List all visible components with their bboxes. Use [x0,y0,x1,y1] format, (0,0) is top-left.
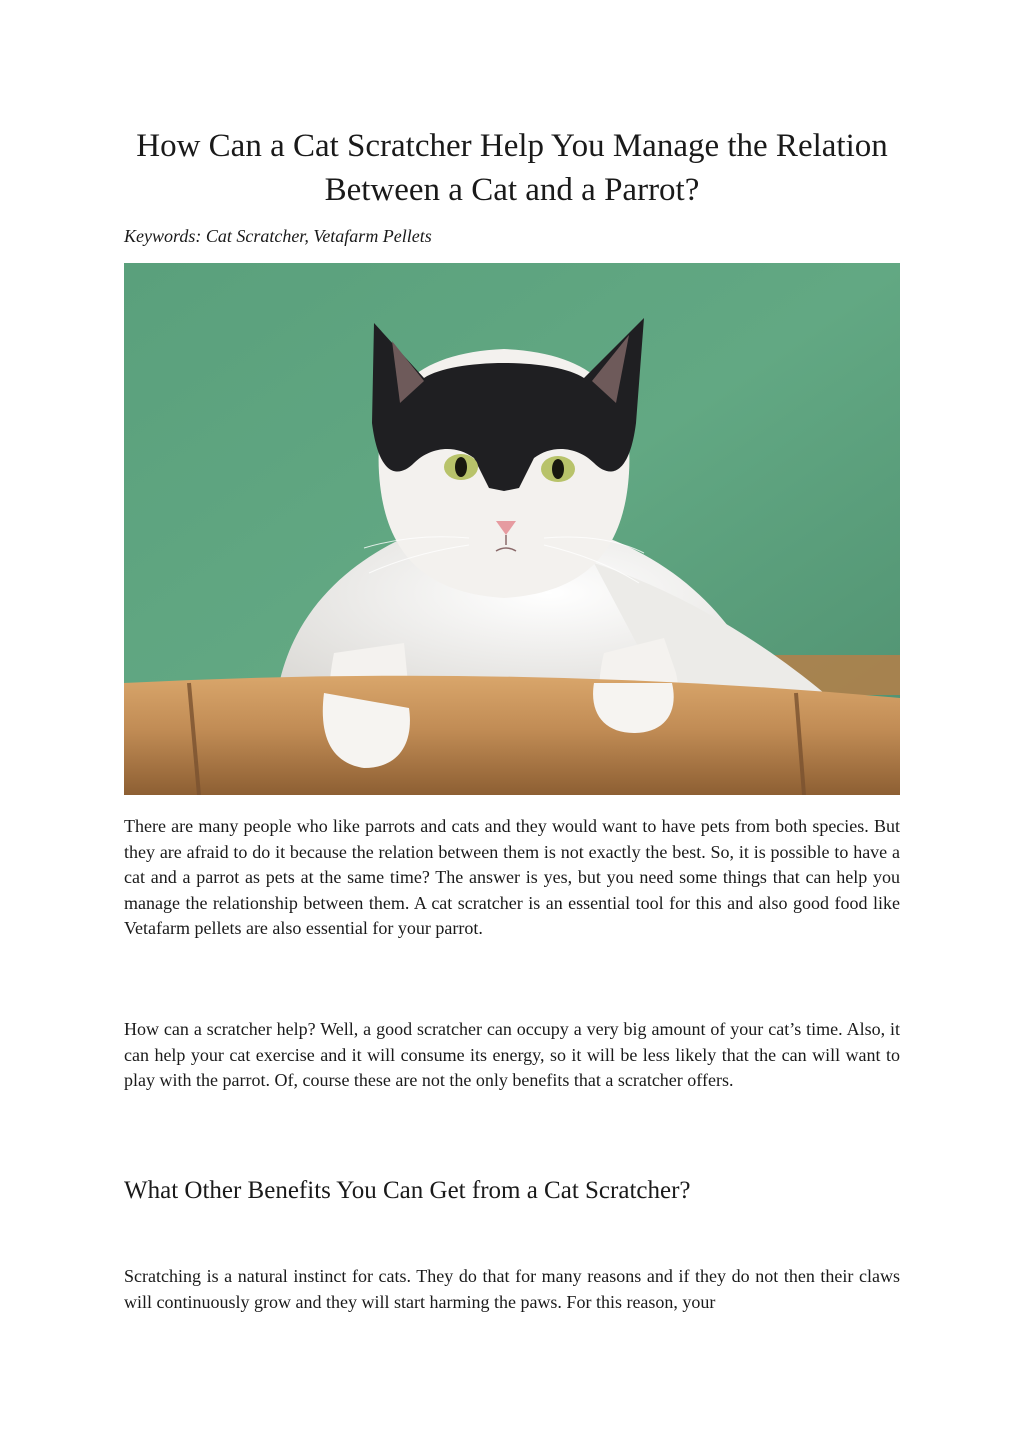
section-heading: What Other Benefits You Can Get from a Cat Scratcher? [124,1177,691,1204]
keywords-line: Keywords: Cat Scratcher, Vetafarm Pellets [124,226,432,246]
paragraph-1: There are many people who like parrots and cats and they would want to have pets from both species. But they are afraid to do it because the relation between them is not exactly the best. So, it is possible to have a cat and a parrot as pets at the same time? The answer is yes, but you need some things that can help you manage the relationship between them. A cat scratcher is an essential tool for this and also good food like Vetafarm pellets are also essential for your parrot. [124,816,900,938]
bamboo-log [124,676,900,795]
cat-photo [124,263,900,795]
paragraph-3: Scratching is a natural instinct for cats. They do that for many reasons and if they do not then their claws will continuously grow and they will start harming the paws. For this reason, your [124,1266,900,1312]
paragraph-2: How can a scratcher help? Well, a good scratcher can occupy a very big amount of your cat’s time. Also, it can help your cat exercise and it will consume its energy, so it will be less likely that the can will want to play with the parrot. Of, course these are not the only benefits that a scratcher offers. [124,1019,900,1090]
document-title: How Can a Cat Scratcher Help You Manage the Relation Between a Cat and a Parrot? [136,128,888,208]
